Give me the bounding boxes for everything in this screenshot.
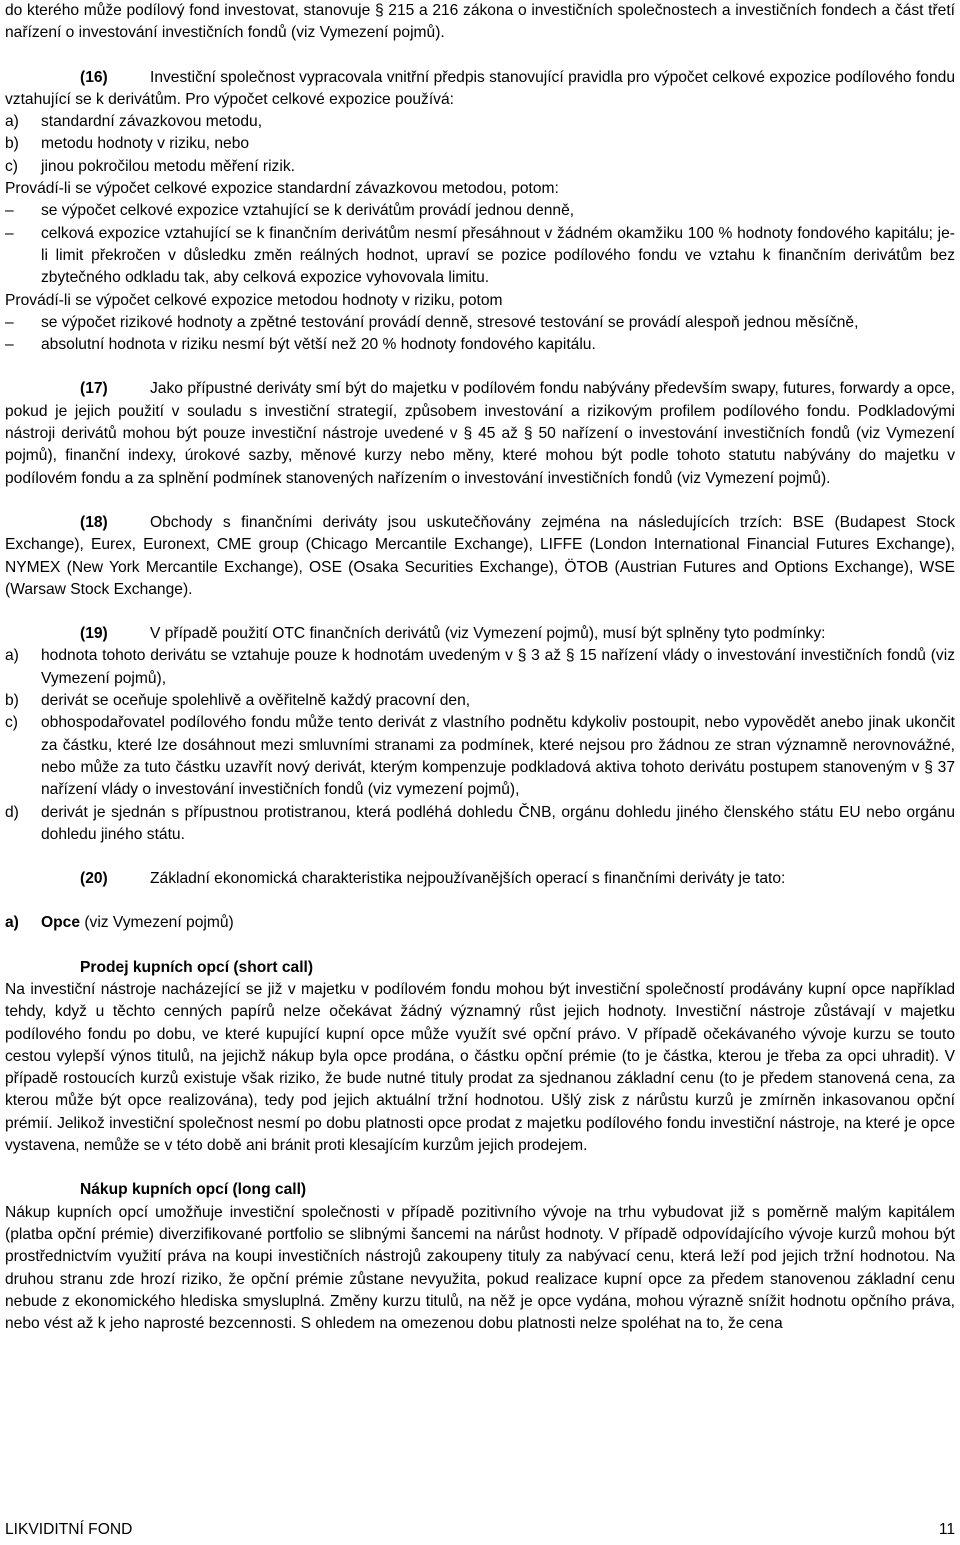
long-call-heading: Nákup kupních opcí (long call) [80, 1181, 307, 1199]
list-item [5, 156, 955, 178]
var-method-intro: Provádí-li se výpočet celkové expozice metodou hodnoty v riziku, potom [5, 291, 503, 309]
section-18 [5, 512, 955, 601]
page-footer [5, 1519, 955, 1541]
dash-label: – [5, 202, 14, 220]
list-item [5, 802, 955, 847]
dash-text: celková expozice vztahující se k finančním derivátům nesmí přesáhnout v žádném okamžiku 100 % hodnoty fondového kapitálu; je-li limit překročen v důsledku změn reálných hodnot, upraví se pozice podílového fondu ve vztahu k finančním derivátům bez zbytečného odkladu tak, aby celková expozice vyhovovala limitu. [41, 224, 955, 287]
list-text: derivát je sjednán s přípustnou protistranou, která podléhá dohledu ČNB, orgánu dohledu jiného členského státu EU nebo orgánu dohledu jiného státu. [41, 803, 955, 843]
list-text: hodnota tohoto derivátu se vztahuje pouze k hodnotám uvedeným v § 3 až § 15 nařízení vlády o investování investičních fondů (viz Vymezení pojmů), [41, 647, 955, 687]
dash-item [5, 223, 955, 290]
short-call-text: Na investiční nástroje nacházející se již v majetku v podílovém fondu mohou být investiční společností prodávány kupní opce například tehdy, když u těchto cenných papírů nelze očekávat žádný významný růst jejich hodnoty. Investiční nástroje zůstávají v majetku podílového fondu po dobu, ve které kupující kupní opce může využít své opční právo. V případě očekávaného vývoje kurzu se touto cestou vylepší výnos titulů, na jejichž nákup byla opce prodána, o částku opční prémie (to je částka, kterou je třeba za opci uhradit). V případě rostoucích kurzů existuje však riziko, že bude nutné tituly prodat za sjednanou základní cenu (to je předem stanovená cena, za kterou může být opce realizována), tedy pod jejich aktuální tržní hodnotou. Ušlý zisk z nárůstu kurzů je zmírněn inkasovanou opční prémií. Jelikož investiční společnost nesmí po dobu platnosti opce prodat z majetku podílového fondu investiční nástroje, na které je opce vystavena, nemůže se v této době ani bránit proti klesajícím kurzům jejich prodejem. [5, 980, 955, 1155]
dash-item [5, 312, 955, 334]
dash-text: absolutní hodnota v riziku nesmí být větší než 20 % hodnoty fondového kapitálu. [41, 336, 596, 354]
dash-label: – [5, 336, 14, 354]
list-text: standardní závazkovou metodu, [41, 113, 263, 131]
option-title-line [41, 912, 955, 934]
list-label: a) [5, 113, 19, 131]
section-20-body: Základní ekonomická charakteristika nejpoužívanějších operací s finančními deriváty je tato: [150, 870, 786, 888]
dash-text: se výpočet celkové expozice vztahující se k derivátům provádí jednou denně, [41, 202, 575, 220]
dash-label: – [5, 313, 14, 331]
document-page [5, 0, 955, 1335]
section-20 [5, 868, 955, 890]
list-text: metodu hodnoty v riziku, nebo [41, 135, 250, 153]
section-17-text [5, 378, 955, 489]
list-label: b) [5, 135, 19, 153]
std-method-intro: Provádí-li se výpočet celkové expozice standardní závazkovou metodou, potom: [5, 180, 559, 198]
dash-item [5, 200, 955, 222]
dash-text: se výpočet rizikové hodnoty a zpětné testování provádí denně, stresové testování se provádí alespoň jednou měsíčně, [41, 313, 859, 331]
short-call-heading: Prodej kupních opcí (short call) [80, 958, 314, 976]
list-label: d) [5, 803, 19, 821]
intro-paragraph: do kterého může podílový fond investovat, stanovuje § 215 a 216 zákona o investičních společnostech a investičních fondech a část třetí nařízení o investování investičních fondů (viz Vymezení pojmů). [5, 2, 955, 42]
list-item [5, 690, 955, 712]
dash-label: – [5, 224, 14, 242]
list-text: derivát se oceňuje spolehlivě a ověřitelně každý pracovní den, [41, 692, 471, 710]
list-label: c) [5, 714, 18, 732]
section-number: (18) [80, 513, 108, 531]
section-16-body: Investiční společnost vypracovala vnitřní předpis stanovující pravidla pro výpočet celkové expozice podílového fondu vztahující se k derivátům. Pro výpočet celkové expozice používá: [5, 68, 955, 108]
section-19 [5, 623, 955, 846]
section-number: (19) [80, 625, 108, 643]
list-text: jinou pokročilou metodu měření rizik. [41, 157, 295, 175]
section-17-body: Jako přípustné deriváty smí být do majetku v podílovém fondu nabývány především swapy, futures, forwardy a opce, pokud je jejich použití v souladu s investiční strategií, způsobem investování a rizikovým profilem podílového fondu. Podkladovými nástroji derivátů mohou být pouze investiční nástroje uvedené v § 45 až § 50 nařízení o investování investičních fondů (viz Vymezení pojmů), finanční indexy, úrokové sazby, měnové kurzy nebo měny, které mohou být podle tohoto statutu nabývány do majetku v podílovém fondu a za splnění podmínek stanovených nařízením o investování investičních fondů (viz Vymezení pojmů). [5, 380, 955, 487]
section-16 [5, 67, 955, 357]
list-item [5, 712, 955, 801]
section-number: (17) [80, 380, 108, 398]
option-title: Opce [41, 914, 80, 932]
section-18-text [5, 512, 955, 601]
section-17 [5, 378, 955, 489]
section-16-text [5, 67, 955, 112]
dash-item [5, 334, 955, 356]
section-number: (20) [80, 870, 108, 888]
list-label: c) [5, 157, 18, 175]
section-20-text [5, 868, 955, 890]
section-18-body: Obchody s finančními deriváty jsou uskutečňovány zejména na následujících trzích: BSE (Budapest Stock Exchange), Eurex, Euronext, CME group (Chicago Mercantile Exchange), LIFFE (London International Financial Futures Exchange), NYMEX (New York Mercantile Exchange), OSE (Osaka Securities Exchange), ÖTOB (Austrian Futures and Options Exchange), WSE (Warsaw Stock Exchange). [5, 513, 955, 598]
list-label: b) [5, 692, 19, 710]
option-ref: (viz Vymezení pojmů) [84, 914, 234, 932]
list-text: obhospodařovatel podílového fondu může tento derivát z vlastního podnětu kdykoliv postoupit, nebo vypovědět anebo jinak ukončit za částku, které lze dosáhnout mezi smluvními stranami za podmínek, které nejsou pro žádnou ze stran významně nerovnovážné, nebo může za tuto částku uzavřít nový derivát, kterým kompenzuje podkladová aktiva tohoto derivátu postupem stanoveným v § 37 nařízení vlády o investování investičních fondů (viz vymezení pojmů), [41, 714, 955, 799]
list-item [5, 111, 955, 133]
long-call-text: Nákup kupních opcí umožňuje investiční společnosti v případě pozitivního vývoje na trhu vybudovat již s poměrně malým kapitálem (platba opční prémie) diverzifikované portfolio se slibnými šancemi na nárůst hodnoty. V případě odpovídajícího vývoje kurzů mohou být prostřednictvím využití práva na koupi investičních nástrojů zakoupeny tituly za nabývací cenu, která leží pod jejich tržní hodnotou. Na druhou stranu zde hrozí riziko, že opční prémie zůstane nevyužita, pokud realizace kupní opce za předem stanovenou základní cenu nebude z ekonomického hlediska smysluplná. Změny kurzu titulů, na něž je opce vydána, mohou výrazně snížit hodnotu opčního práva, nebo vést až k jeho naprosté bezcennosti. S ohledem na omezenou dobu platnosti nelze spoléhat na to, že cena [5, 1203, 955, 1333]
list-label: a) [5, 647, 19, 665]
list-item [5, 133, 955, 155]
list-item [5, 645, 955, 690]
section-19-body: V případě použití OTC finančních derivátů (viz Vymezení pojmů), musí být splněny tyto podmínky: [150, 625, 826, 643]
section-19-text [5, 623, 955, 645]
section-number: (16) [80, 68, 108, 86]
option-label: a) [5, 914, 19, 932]
option-heading [5, 912, 955, 934]
footer-fund-name: LIKVIDITNÍ FOND [5, 1521, 133, 1538]
page-number: 11 [938, 1521, 955, 1538]
